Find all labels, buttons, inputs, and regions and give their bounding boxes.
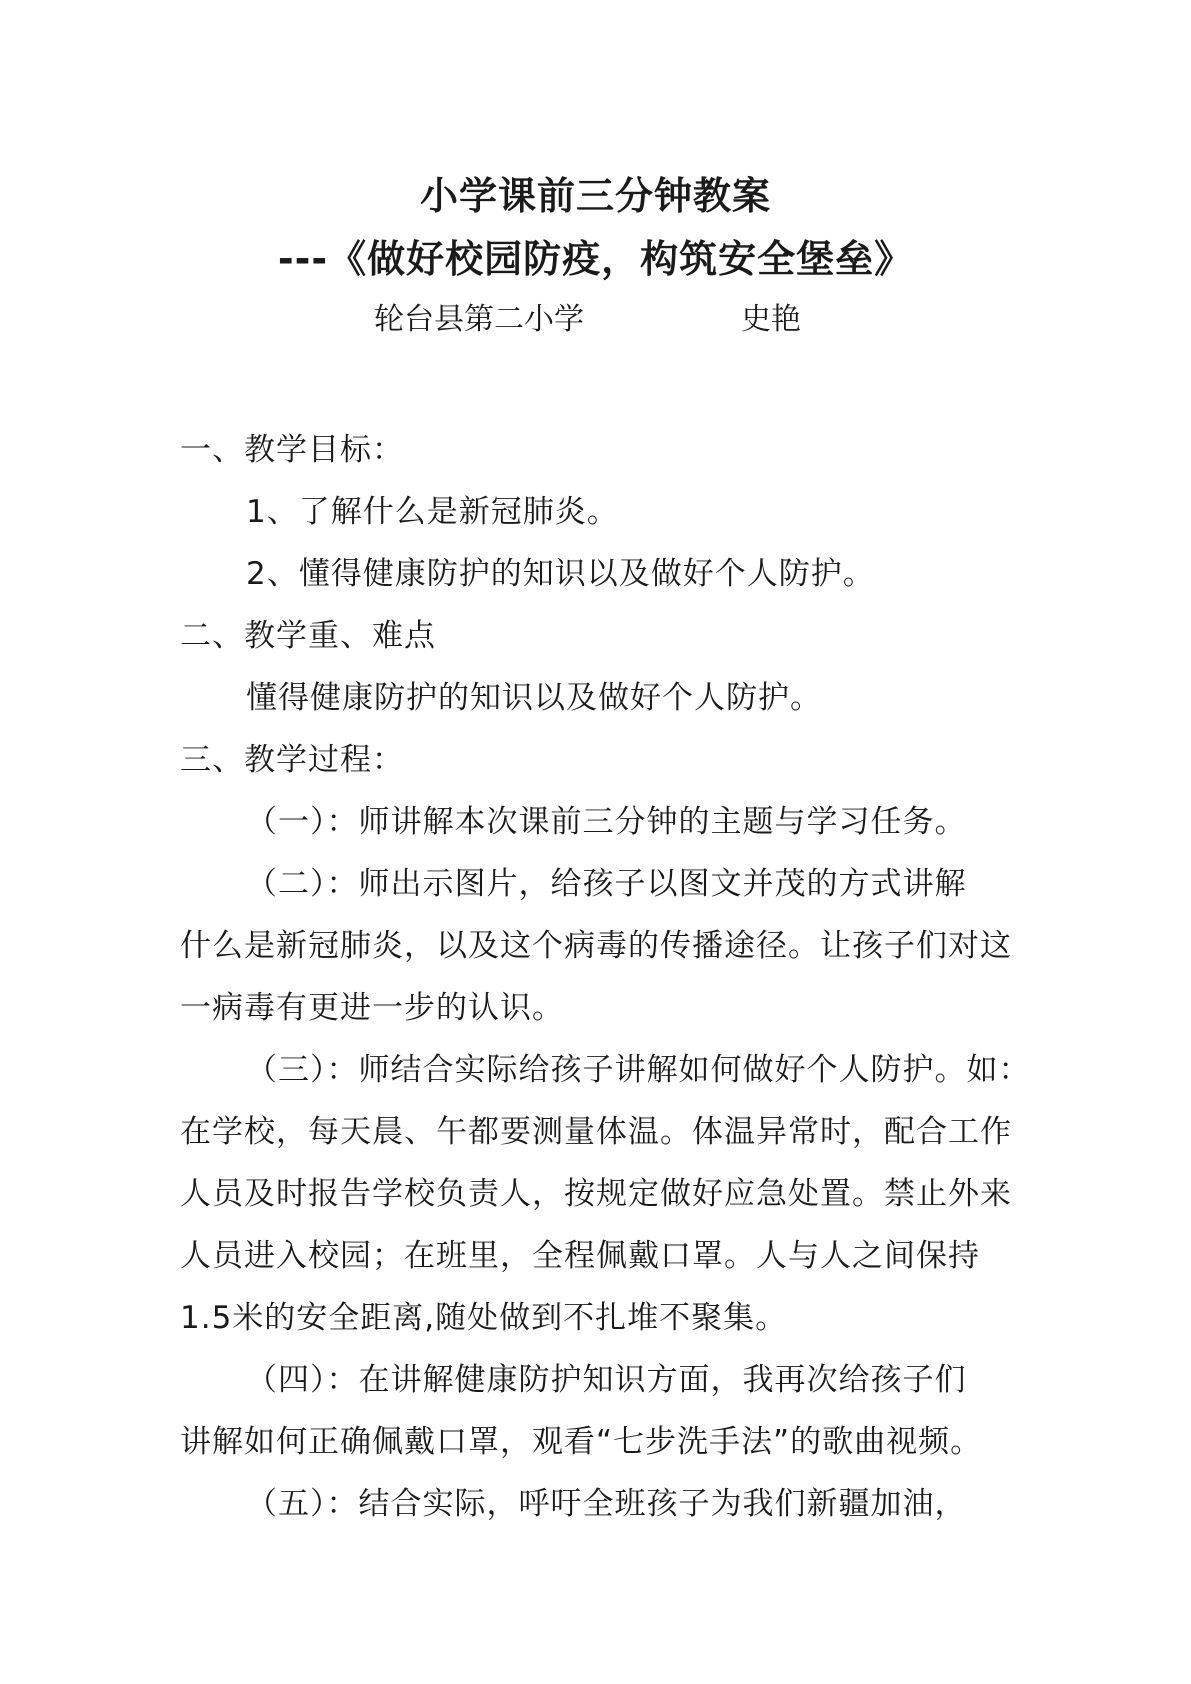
section-heading-process: 三、教学过程： xyxy=(180,742,404,778)
process-step-3-line-4: 人员进入校园；在班里，全程佩戴口罩。人与人之间保持 xyxy=(180,1238,980,1274)
process-step-1: （一）：师讲解本次课前三分钟的主题与学习任务。 xyxy=(246,804,967,840)
process-step-2-line-2: 什么是新冠肺炎，以及这个病毒的传播途径。让孩子们对这 xyxy=(180,928,1012,964)
process-step-3-line-1: （三）：师结合实际给孩子讲解如何做好个人防护。如： xyxy=(246,1052,1031,1088)
process-step-3-line-3: 人员及时报告学校负责人，按规定做好应急处置。禁止外来 xyxy=(180,1176,1012,1212)
process-step-2-line-3: 一病毒有更进一步的认识。 xyxy=(180,990,564,1026)
section-heading-objectives: 一、教学目标： xyxy=(180,432,404,468)
process-step-4-line-2: 讲解如何正确佩戴口罩，观看“七步洗手法”的歌曲视频。 xyxy=(180,1424,983,1460)
process-step-3-line-2: 在学校，每天晨、午都要测量体温。体温异常时，配合工作 xyxy=(180,1114,1012,1150)
document-title: 小学课前三分钟教案 xyxy=(419,174,771,218)
process-step-5-line-1: （五）：结合实际，呼吁全班孩子为我们新疆加油， xyxy=(246,1486,967,1522)
school-name: 轮台县第二小学 xyxy=(374,302,584,337)
key-points-text: 懂得健康防护的知识以及做好个人防护。 xyxy=(246,680,822,716)
objective-item-1: 1、了解什么是新冠肺炎。 xyxy=(246,494,619,530)
section-heading-key-points: 二、教学重、难点 xyxy=(180,618,436,654)
process-step-3-line-5: 1.5米的安全距离,随处做到不扎堆不聚集。 xyxy=(180,1300,788,1336)
objective-item-2: 2、懂得健康防护的知识以及做好个人防护。 xyxy=(246,556,875,592)
document-subtitle: ---《做好校园防疫，构筑安全堡垒》 xyxy=(277,237,914,281)
process-step-4-line-1: （四）：在讲解健康防护知识方面，我再次给孩子们 xyxy=(246,1362,967,1398)
process-step-2-line-1: （二）：师出示图片，给孩子以图文并茂的方式讲解 xyxy=(246,866,967,902)
author-name: 史艳 xyxy=(741,302,801,337)
